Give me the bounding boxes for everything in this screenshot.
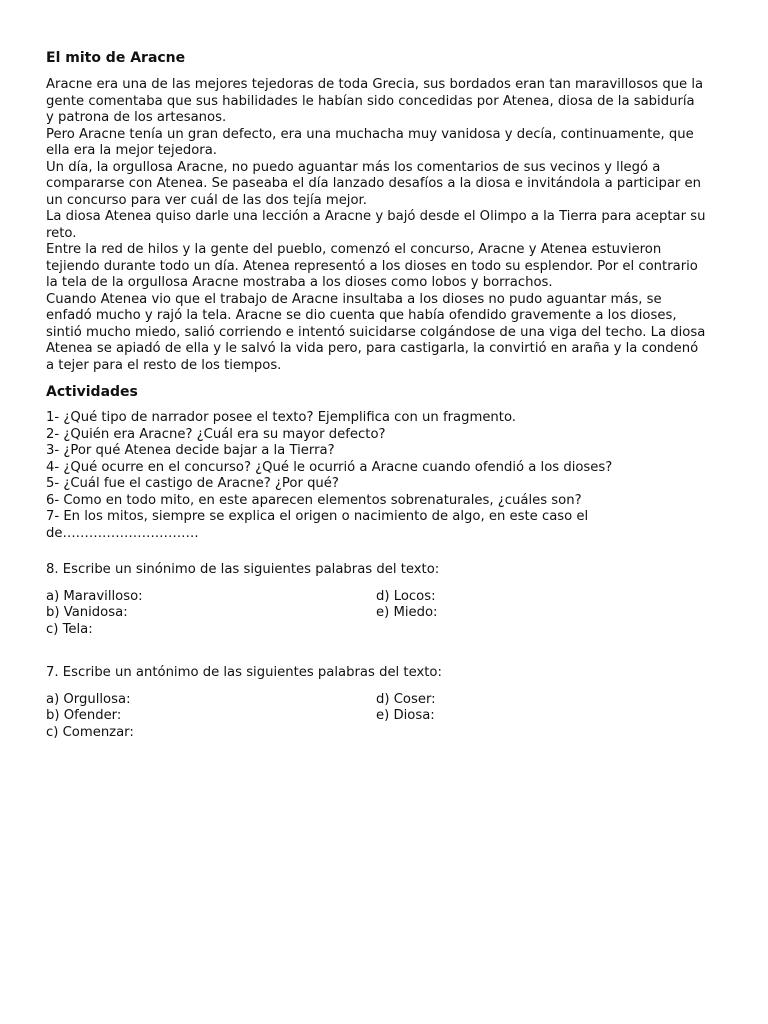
antonym-item: a) Orgullosa: (46, 691, 131, 707)
story-paragraph: Pero Aracne tenía un gran defecto, era una muchacha muy vanidosa y decía, continuamente, que ella era la mejor tejedora. (46, 126, 694, 158)
synonyms-instruction: 8. Escribe un sinónimo de las siguientes palabras del texto: (46, 562, 440, 577)
activity-item: 6- Como en todo mito, en este aparecen elementos sobrenaturales, ¿cuáles son? (46, 492, 582, 508)
activity-item: 7- En los mitos, siempre se explica el origen o nacimiento de algo, en este caso el de…………………………. (46, 509, 589, 541)
synonym-item: c) Tela: (46, 621, 93, 637)
synonym-item: b) Vanidosa: (46, 605, 128, 620)
antonyms-left-column (46, 692, 376, 742)
story-paragraph: Entre la red de hilos y la gente del pueblo, comenzó el concurso, Aracne y Atenea estuvieron tejiendo durante todo un día. Atenea representó a los dioses en todo su esplendor. Por el contrario la tela de la orgullosa Aracne mostraba a los dioses como lobos y borrachos. (46, 242, 698, 290)
activity-item: 1- ¿Qué tipo de narrador posee el texto? Ejemplifica con un fragmento. (46, 410, 516, 425)
synonym-item: e) Miedo: (376, 605, 438, 620)
antonyms-instruction: 7. Escribe un antónimo de las siguientes palabras del texto: (46, 665, 442, 680)
document-title: El mito de Aracne (46, 50, 186, 66)
story-paragraph: Aracne era una de las mejores tejedoras de toda Grecia, sus bordados eran tan maravillosos que la gente comentaba que sus habilidades le habían sido concedidas por Atenea, diosa de la sabiduría y patrona de los artesanos. (46, 77, 704, 125)
story-text (46, 77, 706, 374)
activity-item: 4- ¿Qué ocurre en el concurso? ¿Qué le ocurrió a Aracne cuando ofendió a los dioses? (46, 459, 613, 475)
activities-list (46, 410, 706, 542)
antonyms-exercise (46, 665, 706, 741)
synonyms-left-column (46, 589, 376, 639)
antonym-item: b) Ofender: (46, 708, 122, 723)
antonym-item: d) Coser: (376, 691, 436, 707)
story-paragraph: La diosa Atenea quiso darle una lección a Aracne y bajó desde el Olimpo a la Tierra para aceptar su reto. (46, 209, 706, 241)
antonym-item: e) Diosa: (376, 708, 435, 723)
synonyms-right-column (376, 589, 706, 639)
story-paragraph: Cuando Atenea vio que el trabajo de Aracne insultaba a los dioses no pudo aguantar más, se enfadó mucho y rajó la tela. Aracne se dio cuenta que había ofendido gravemente a los dioses, sintió mucho miedo, salió corriendo e intentó suicidarse colgándose de una viga del techo. La diosa Atenea se apiadó de ella y le salvó la vida pero, para castigarla, la convirtió en araña y la condenó a tejer para el resto de los tiempos. (46, 291, 706, 373)
synonyms-exercise (46, 562, 706, 638)
antonyms-right-column (376, 692, 706, 742)
synonym-item: a) Maravilloso: (46, 588, 143, 604)
antonym-item: c) Comenzar: (46, 724, 134, 740)
activity-item: 3- ¿Por qué Atenea decide bajar a la Tierra? (46, 443, 335, 458)
story-paragraph: Un día, la orgullosa Aracne, no puedo aguantar más los comentarios de sus vecinos y llegó a compararse con Atenea. Se paseaba el día lanzado desafíos a la diosa e invitándola a participar en un concurso para ver cuál de las dos tejía mejor. (46, 159, 701, 208)
synonym-item: d) Locos: (376, 588, 436, 604)
document-page (46, 50, 706, 741)
activity-item: 5- ¿Cuál fue el castigo de Aracne? ¿Por qué? (46, 476, 339, 491)
activities-heading: Actividades (46, 384, 138, 400)
activity-item: 2- ¿Quién era Aracne? ¿Cuál era su mayor defecto? (46, 426, 386, 442)
